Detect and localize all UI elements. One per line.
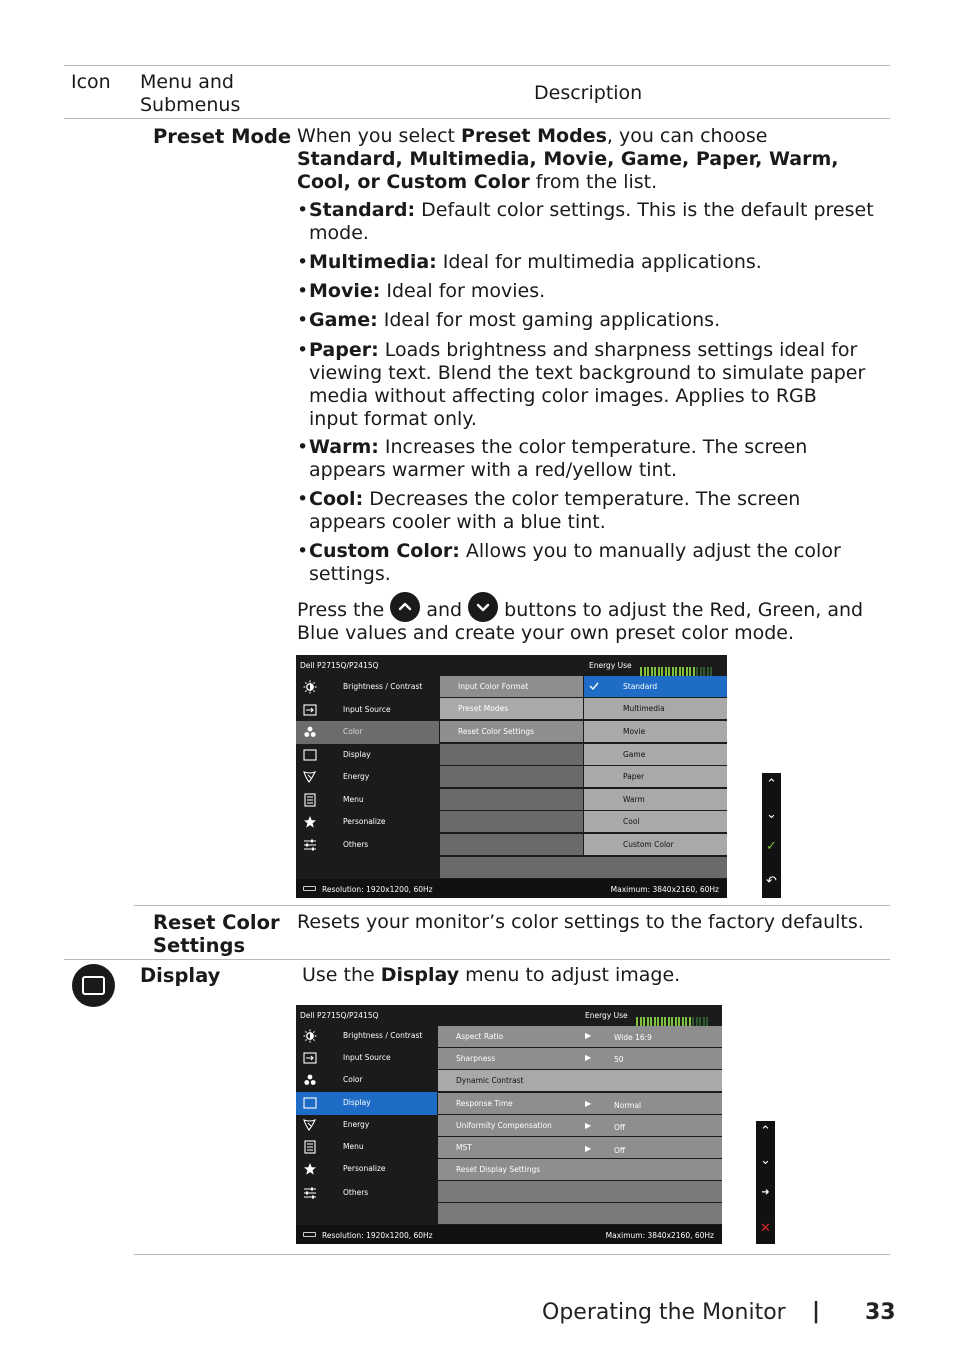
osd-menu-input-source[interactable]: Input Source xyxy=(296,1047,437,1070)
osd-sub-empty xyxy=(440,857,727,878)
footer-separator: | xyxy=(812,1299,821,1324)
osd-menu-display[interactable]: Display xyxy=(296,1092,437,1115)
press-instructions: Press the and buttons to adjust the Red, Green, and Blue values and create your own preset color mode. xyxy=(297,592,867,645)
osd-sub-dynamic-contrast[interactable]: Dynamic Contrast xyxy=(438,1070,722,1091)
menu-icon xyxy=(303,1140,317,1154)
osd-status-bar: Resolution: 1920x1200, 60Hz Maximum: 3840x2160, 60Hz xyxy=(296,879,727,898)
osd-menu-menu[interactable]: Menu xyxy=(296,1136,437,1159)
osd-side-buttons-2 xyxy=(756,1121,775,1244)
header-description: Description xyxy=(534,82,643,104)
osd-sub-response-time[interactable]: Response Time ▶ Normal xyxy=(438,1093,722,1114)
osd-menu-energy[interactable]: Energy xyxy=(296,1114,437,1137)
osd-side-buttons-1 xyxy=(762,773,781,898)
star-icon xyxy=(303,1162,317,1176)
down-arrow-icon[interactable]: ⌄ xyxy=(760,1153,771,1168)
right-arrow-icon: ▶ xyxy=(585,1031,592,1040)
right-arrow-icon: ▶ xyxy=(585,1144,592,1153)
energy-meter xyxy=(636,1011,710,1020)
osd-menu-menu[interactable]: Menu xyxy=(296,789,439,812)
brightness-icon xyxy=(303,680,317,694)
osd-sub-preset-modes[interactable]: Preset Modes xyxy=(440,698,583,719)
osd-model-title: Dell P2715Q/P2415Q xyxy=(300,1011,379,1020)
reset-color-description: Resets your monitor’s color settings to the factory defaults. xyxy=(297,911,864,933)
right-arrow-icon: ▶ xyxy=(585,1121,592,1130)
osd-sub-reset-display[interactable]: Reset Display Settings xyxy=(438,1159,722,1180)
osd-menu-color[interactable]: Color xyxy=(296,1069,437,1092)
osd-sub-mst[interactable]: MST ▶ Off xyxy=(438,1137,722,1158)
osd-menu-personalize[interactable]: Personalize xyxy=(296,811,439,834)
bullet-multimedia: • Multimedia: Ideal for multimedia applications. xyxy=(297,251,877,274)
down-button-icon xyxy=(468,592,498,622)
osd-sub-empty xyxy=(440,811,583,832)
osd-sub-empty xyxy=(440,789,583,810)
check-icon[interactable]: ✓ xyxy=(766,839,777,854)
hdmi-icon xyxy=(303,886,316,891)
page-number: 33 xyxy=(865,1300,896,1325)
osd-color-menu xyxy=(296,655,727,898)
osd-sub-empty xyxy=(440,766,583,787)
bullet-standard: • Standard: Default color settings. This is the default preset mode. xyxy=(297,199,877,245)
preset-mode-label: Preset Mode xyxy=(153,125,292,148)
osd-status-bar: Resolution: 1920x1200, 60Hz Maximum: 3840x2160, 60Hz xyxy=(296,1225,722,1244)
osd-menu-personalize[interactable]: Personalize xyxy=(296,1158,437,1181)
osd-energy-label: Energy Use xyxy=(585,1011,628,1020)
osd-sub-sharpness[interactable]: Sharpness ▶ 50 xyxy=(438,1048,722,1069)
right-arrow-icon: ▶ xyxy=(585,1099,592,1108)
up-arrow-icon[interactable]: ⌃ xyxy=(760,1124,771,1139)
bullet-movie: • Movie: Ideal for movies. xyxy=(297,280,877,303)
osd-sub-empty xyxy=(438,1181,722,1202)
down-arrow-icon[interactable]: ⌄ xyxy=(766,807,777,822)
display-label: Display xyxy=(140,964,221,987)
menu-icon xyxy=(303,793,317,807)
input-source-icon xyxy=(303,1051,317,1065)
input-source-icon xyxy=(303,703,317,717)
osd-menu-energy[interactable]: Energy xyxy=(296,766,439,789)
osd-sub-aspect-ratio[interactable]: Aspect Ratio ▶ Wide 16:9 xyxy=(438,1026,722,1047)
osd-option-cool[interactable]: Cool xyxy=(584,811,727,832)
osd-sub-reset-color[interactable]: Reset Color Settings xyxy=(440,721,583,742)
osd-option-movie[interactable]: Movie xyxy=(584,721,727,742)
osd-menu-others[interactable]: Others xyxy=(296,834,439,857)
brightness-icon xyxy=(303,1029,317,1043)
osd-sub-uniformity[interactable]: Uniformity Compensation ▶ Off xyxy=(438,1115,722,1136)
display-menu-icon xyxy=(72,964,115,1007)
header-menu: Menu and Submenus xyxy=(140,71,241,116)
back-icon[interactable]: ↶ xyxy=(766,874,777,889)
osd-option-game[interactable]: Game xyxy=(584,744,727,765)
display-icon xyxy=(303,1096,317,1110)
hdmi-icon xyxy=(303,1232,316,1237)
osd-energy-label: Energy Use xyxy=(589,661,632,670)
osd-model-title: Dell P2715Q/P2415Q xyxy=(300,661,379,670)
reset-color-label: Reset Color Settings xyxy=(153,911,280,957)
osd-sub-empty xyxy=(438,1203,722,1224)
osd-option-standard[interactable]: Standard xyxy=(584,676,727,697)
section-title: Operating the Monitor xyxy=(542,1300,786,1325)
osd-sub-empty xyxy=(440,834,583,855)
checkmark-icon xyxy=(589,681,599,691)
close-icon[interactable]: ✕ xyxy=(760,1221,771,1236)
osd-display-menu xyxy=(296,1005,722,1244)
color-icon xyxy=(303,725,317,739)
energy-meter xyxy=(640,661,714,670)
preset-mode-intro: When you select Preset Modes, you can choose Standard, Multimedia, Movie, Game, Paper, Warm, Cool, or Custom Color from the list. xyxy=(297,125,839,193)
bullet-custom-color: • Custom Color: Allows you to manually adjust the color settings. xyxy=(297,540,877,586)
osd-menu-brightness[interactable]: Brightness / Contrast xyxy=(296,1025,437,1048)
osd-menu-display[interactable]: Display xyxy=(296,744,439,767)
osd-option-warm[interactable]: Warm xyxy=(584,789,727,810)
display-description: Use the Display menu to adjust image. xyxy=(302,964,681,986)
bullet-cool: • Cool: Decreases the color temperature. The screen appears cooler with a blue tint. xyxy=(297,488,877,534)
right-arrow-icon: ▶ xyxy=(585,1053,592,1062)
bullet-game: • Game: Ideal for most gaming applications. xyxy=(297,309,877,332)
header-icon: Icon xyxy=(71,71,111,93)
display-icon xyxy=(303,748,317,762)
osd-menu-input-source[interactable]: Input Source xyxy=(296,699,439,722)
osd-menu-brightness[interactable]: Brightness / Contrast xyxy=(296,676,439,699)
osd-option-paper[interactable]: Paper xyxy=(584,766,727,787)
up-button-icon xyxy=(390,592,420,622)
bullet-paper: • Paper: Loads brightness and sharpness settings ideal for viewing text. Blend the text background to simulate paper media without affecting color images. Applies to RGB input format only. xyxy=(297,339,869,431)
osd-menu-color[interactable]: Color xyxy=(296,721,439,744)
osd-option-custom-color[interactable]: Custom Color xyxy=(584,834,727,855)
bullet-warm: • Warm: Increases the color temperature. The screen appears warmer with a red/yellow tint. xyxy=(297,436,877,482)
osd-menu-others[interactable]: Others xyxy=(296,1182,437,1205)
up-arrow-icon[interactable]: ⌃ xyxy=(766,777,777,792)
osd-option-multimedia[interactable]: Multimedia xyxy=(584,698,727,719)
right-arrow-icon[interactable]: ➜ xyxy=(761,1187,770,1198)
osd-sub-empty xyxy=(440,744,583,765)
sliders-icon xyxy=(303,838,317,852)
energy-icon xyxy=(303,770,317,784)
star-icon xyxy=(303,815,317,829)
energy-icon xyxy=(303,1118,317,1132)
osd-sub-input-color-format[interactable]: Input Color Format xyxy=(440,676,583,697)
color-icon xyxy=(303,1073,317,1087)
sliders-icon xyxy=(303,1186,317,1200)
